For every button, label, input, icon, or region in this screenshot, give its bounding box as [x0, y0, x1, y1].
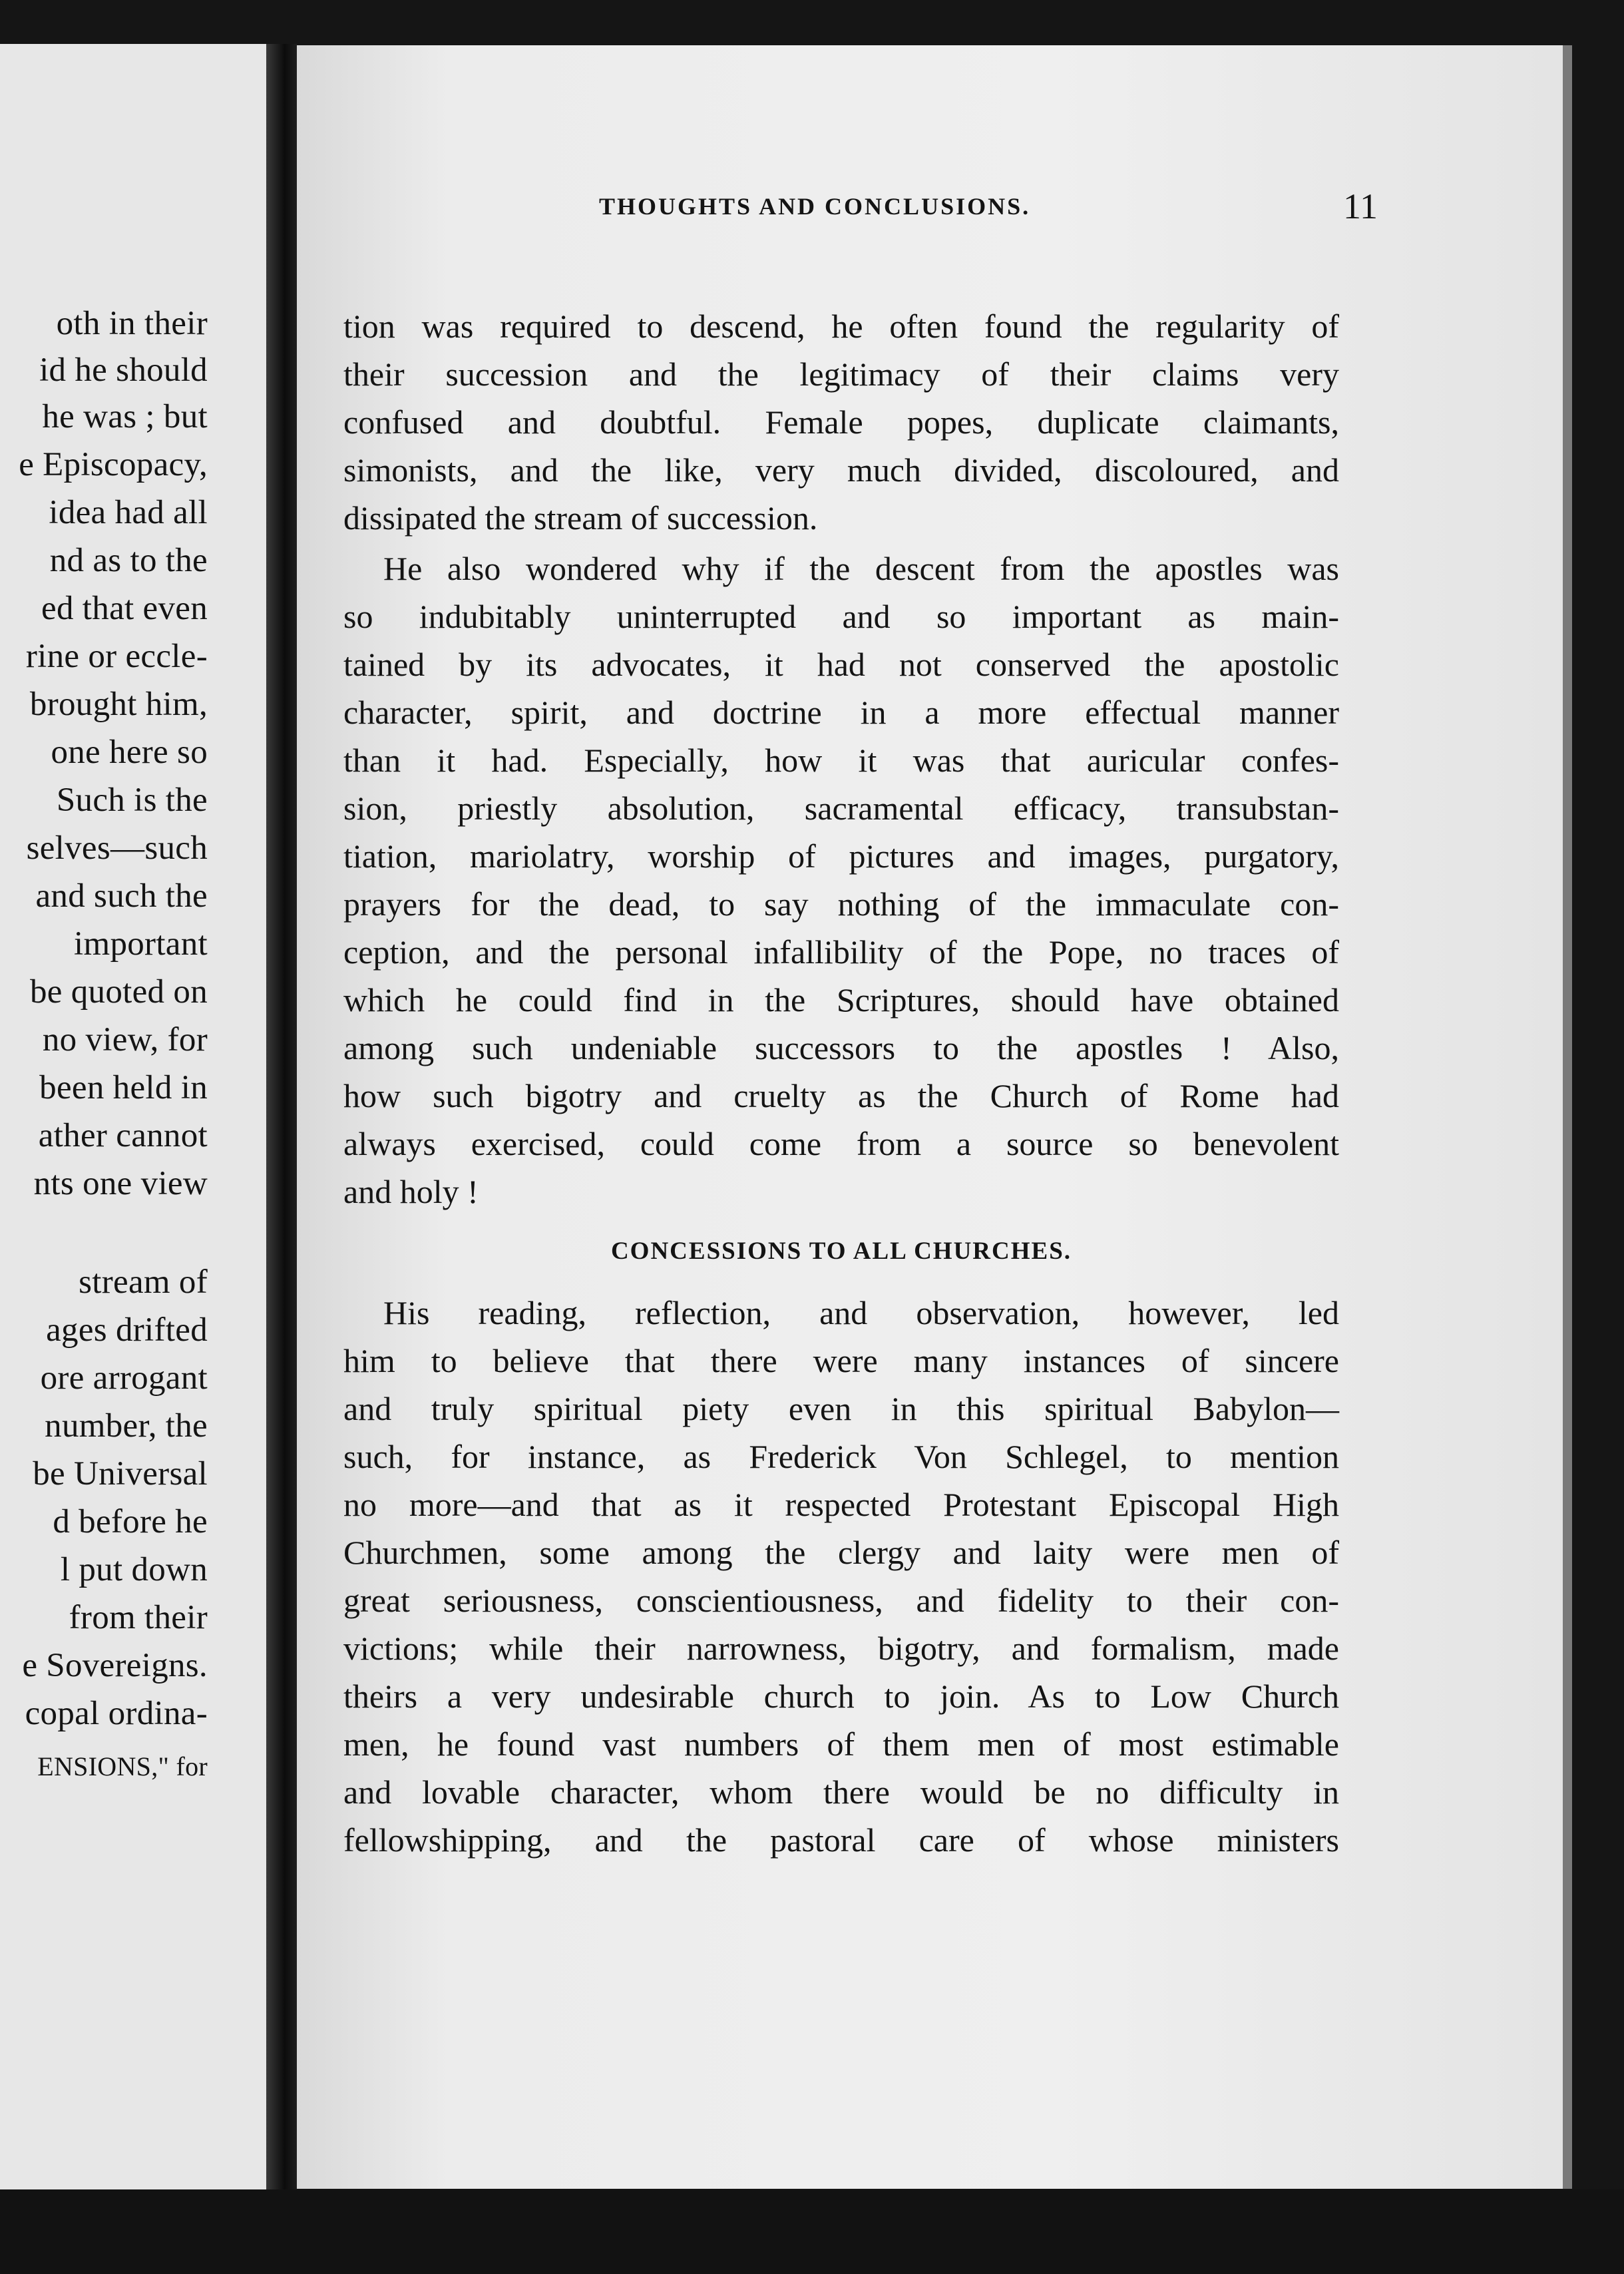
left-facing-page — [0, 44, 274, 2189]
left-page-line: selves—such — [26, 829, 208, 867]
text-line: tion was required to descend, he often found the regularity of — [343, 308, 1339, 345]
text-line: than it had. Especially, how it was that auricular confes- — [343, 742, 1339, 779]
left-page-line: ore arrogant — [40, 1359, 208, 1397]
text-line: tained by its advocates, it had not conserved the apostolic — [343, 646, 1339, 683]
text-line: confused and doubtful. Female popes, duplicate claimants, — [343, 403, 1339, 441]
text-line: no more—and that as it respected Protestant Episcopal High — [343, 1486, 1339, 1523]
text-line: His reading, reflection, and observation, however, led — [383, 1294, 1339, 1331]
page-edge — [1563, 45, 1572, 2189]
section-heading: CONCESSIONS TO ALL CHURCHES. — [610, 1238, 1072, 1265]
page-number: 11 — [1343, 186, 1378, 226]
left-page-line: nts one view — [33, 1165, 208, 1202]
text-line: such, for instance, as Frederick Von Schlegel, to mention — [343, 1438, 1339, 1475]
text-line: so indubitably uninterrupted and so important as main- — [343, 598, 1339, 635]
text-line: character, spirit, and doctrine in a more effectual manner — [343, 694, 1339, 731]
left-page-line: ed that even — [41, 590, 208, 627]
left-page-line: he was ; but — [42, 398, 208, 435]
text-line: theirs a very undesirable church to join. As to Low Church — [343, 1678, 1339, 1715]
text-line: sion, priestly absolution, sacramental efficacy, transubstan- — [343, 790, 1339, 827]
text-line: Churchmen, some among the clergy and laity were men of — [343, 1534, 1339, 1571]
left-page-line: e Episcopacy, — [19, 446, 208, 483]
left-page-line: id he should — [39, 351, 208, 389]
left-page-line: one here so — [51, 734, 208, 771]
left-page-line: no view, for — [42, 1021, 208, 1058]
left-page-line: ages drifted — [46, 1311, 208, 1349]
text-line: tiation, mariolatry, worship of pictures and images, purgatory, — [343, 837, 1339, 875]
text-line: simonists, and the like, very much divided, discoloured, and — [343, 451, 1339, 489]
book-gutter — [266, 44, 297, 2189]
text-line: He also wondered why if the descent from the apostles was — [383, 550, 1339, 587]
text-line: always exercised, could come from a source so benevolent — [343, 1125, 1339, 1162]
text-line: fellowshipping, and the pastoral care of whose ministers — [343, 1821, 1339, 1859]
text-line: men, he found vast numbers of them men of most estimable — [343, 1725, 1339, 1763]
text-line: victions; while their narrowness, bigotry, and formalism, made — [343, 1630, 1339, 1667]
left-page-line: and such the — [35, 877, 208, 915]
text-line: prayers for the dead, to say nothing of the immaculate con- — [343, 885, 1339, 923]
left-page-line: ather cannot — [38, 1117, 208, 1154]
text-line: great seriousness, conscientiousness, and fidelity to their con- — [343, 1582, 1339, 1619]
text-line: their succession and the legitimacy of their claims very — [343, 355, 1339, 393]
left-page-line: brought him, — [29, 686, 208, 723]
left-page-line: copal ordina- — [25, 1695, 208, 1732]
text-line: among such undeniable successors to the apostles ! Also, — [343, 1029, 1339, 1066]
text-line: which he could find in the Scriptures, should have obtained — [343, 981, 1339, 1019]
text-line: dissipated the stream of succession. — [343, 499, 818, 537]
left-page-line: d before he — [53, 1503, 208, 1540]
left-page-line: be Universal — [33, 1455, 208, 1492]
left-page-line: important — [74, 925, 208, 963]
text-line: and lovable character, whom there would be no difficulty in — [343, 1773, 1339, 1811]
left-page-line: nd as to the — [49, 542, 208, 579]
left-page-line: from their — [69, 1599, 208, 1636]
left-page-line: ENSIONS," for — [37, 1751, 208, 1781]
scan-bottom-edge — [0, 2189, 1624, 2274]
left-page-line: e Sovereigns. — [22, 1647, 208, 1684]
text-line: ception, and the personal infallibility of the Pope, no traces of — [343, 933, 1339, 971]
left-page-line: number, the — [45, 1407, 208, 1445]
left-page-line: been held in — [39, 1069, 208, 1106]
text-line: and holy ! — [343, 1173, 479, 1210]
text-line: how such bigotry and cruelty as the Church of Rome had — [343, 1077, 1339, 1114]
left-page-line: l put down — [60, 1551, 208, 1588]
running-head-title: THOUGHTS AND CONCLUSIONS. — [599, 193, 1031, 220]
left-page-line: idea had all — [49, 494, 208, 531]
left-page-line: be quoted on — [29, 973, 208, 1011]
left-page-line: stream of — [79, 1263, 208, 1301]
text-line: him to believe that there were many instances of sincere — [343, 1342, 1339, 1379]
left-page-line: Such is the — [56, 782, 208, 819]
left-page-line: oth in their — [56, 305, 208, 342]
left-page-line: rine or eccle- — [25, 638, 208, 675]
text-line: and truly spiritual piety even in this spiritual Babylon— — [343, 1390, 1339, 1427]
